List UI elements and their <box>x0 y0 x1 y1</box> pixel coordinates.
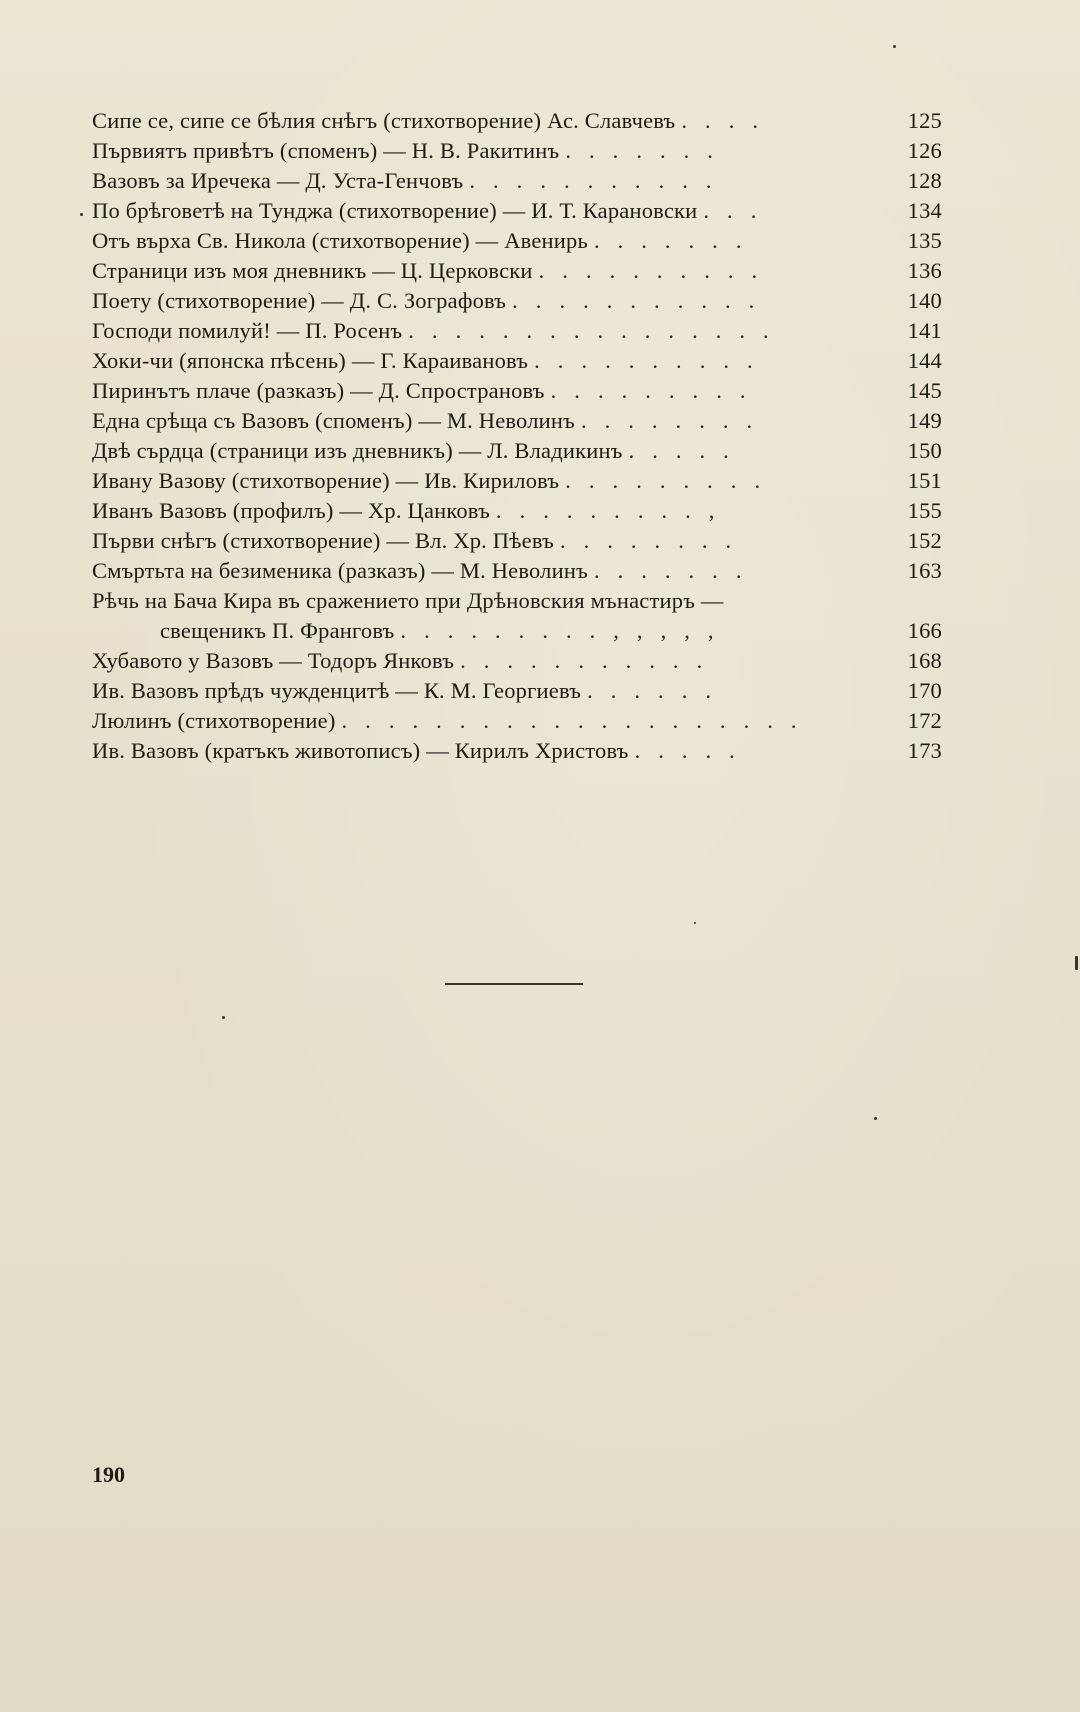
toc-entry <box>92 676 942 706</box>
toc-entry-leader: . . . . . . . . . . <box>538 258 764 283</box>
toc-entry-title: Пиринътъ плаче (разказъ) — Д. Спространовъ <box>92 378 545 403</box>
paper-speck <box>80 213 83 216</box>
toc-entry <box>92 166 942 196</box>
paper-speck <box>222 1016 225 1019</box>
toc-entry-title: Рѣчь на Бача Кира въ сражението при Дрѣновския мънастиръ — <box>92 588 724 613</box>
toc-entry <box>92 376 942 406</box>
toc-entry <box>92 646 942 676</box>
toc-entry-title: Ивану Вазову (стихотворение) — Ив. Кириловъ <box>92 468 560 493</box>
toc-entry <box>92 256 942 286</box>
toc-entry-page: 173 <box>907 738 942 763</box>
paper-speck <box>874 1117 877 1120</box>
toc-entry-leader: . . . . . . . . . , <box>495 498 721 523</box>
toc-entry-page: 170 <box>907 678 942 703</box>
toc-entry-leader: . . . . . . . . . . . . . . . . <box>408 318 775 343</box>
toc-entry-title: свещеникъ П. Франговъ <box>160 618 395 643</box>
toc-entry-page: 145 <box>907 378 942 403</box>
toc-entry-page: 136 <box>907 258 942 283</box>
toc-entry <box>92 736 942 766</box>
toc-entry-page: 134 <box>907 198 942 223</box>
toc-entry-leader: . . . . . . . . . , , , , , <box>400 618 720 643</box>
toc-entry-title: Господи помилуй! — П. Росенъ <box>92 318 403 343</box>
toc-entry-title: Хубавото у Вазовъ — Тодоръ Янковъ <box>92 648 455 673</box>
toc-entry-title: Първиятъ привѣтъ (споменъ) — Н. В. Ракитинъ <box>92 138 560 163</box>
toc-entry-page: 140 <box>907 288 942 313</box>
toc-entry-leader: . . . . . <box>628 438 736 463</box>
toc-entry <box>92 406 942 436</box>
toc-entry-long-line1 <box>92 586 942 616</box>
toc-entry-page: 151 <box>907 468 942 493</box>
section-divider-rule <box>445 983 583 985</box>
toc-entry-title: Поету (стихотворение) — Д. С. Зографовъ <box>92 288 507 313</box>
toc-entry-page: 152 <box>907 528 942 553</box>
toc-entry-title: Сипе се, сипе се бѣлия снѣгъ (стихотворение) Ас. Славчевъ <box>92 108 676 133</box>
toc-entry-leader: . . . . . . . . . . . <box>469 168 718 193</box>
toc-entry <box>92 226 942 256</box>
toc-entry-title: Люлинъ (стихотворение) <box>92 708 336 733</box>
toc-entry-title: Двѣ сърдца (страници изъ дневникъ) — Л. Владикинъ <box>92 438 623 463</box>
toc-entry <box>92 706 942 736</box>
toc-entry-page: 125 <box>907 108 942 133</box>
paper-speck <box>1075 956 1078 970</box>
toc-entry-title: Една срѣща съ Вазовъ (споменъ) — М. Неволинъ <box>92 408 575 433</box>
toc-entry-title: Хоки-чи (японска пѣсень) — Г. Караивановъ <box>92 348 529 373</box>
toc-entry-leader: . . . . . . . <box>593 558 748 583</box>
toc-entry <box>92 286 942 316</box>
toc-entry-page: 166 <box>907 618 942 643</box>
toc-entry-page: 155 <box>907 498 942 523</box>
toc-entry-title: По брѣговетѣ на Тунджа (стихотворение) — И. Т. Карановски <box>92 198 698 223</box>
toc-entry-leader: . . . . . . . . . . . <box>512 288 761 313</box>
toc-entry-leader: . . . . . . . <box>593 228 748 253</box>
toc-entry-leader: . . . . . <box>634 738 741 763</box>
toc-entry-title: Иванъ Вазовъ (профилъ) — Хр. Цанковъ <box>92 498 490 523</box>
toc-entry-page: 141 <box>907 318 942 343</box>
toc-entry-page: 144 <box>907 348 942 373</box>
toc-entry-leader: . . . . . . . . <box>580 408 759 433</box>
toc-entry-title: Смъртьта на безименика (разказъ) — М. Неволинъ <box>92 558 588 583</box>
table-of-contents <box>92 106 942 766</box>
toc-entry-leader: . . . . . . . . . . . <box>460 648 709 673</box>
paper-speck <box>893 45 896 48</box>
toc-entry <box>92 496 942 526</box>
toc-entry-title: Вазовъ за Иречека — Д. Уста-Генчовъ <box>92 168 464 193</box>
toc-entry-title: Първи снѣгъ (стихотворение) — Вл. Хр. Пѣевъ <box>92 528 554 553</box>
toc-entry <box>92 556 942 586</box>
toc-entry-leader: . . . . . . . . . <box>565 468 767 493</box>
toc-entry <box>92 196 942 226</box>
toc-entry <box>92 466 942 496</box>
toc-entry-title: Страници изъ моя дневникъ — Ц. Церковски <box>92 258 533 283</box>
toc-entry-page: 168 <box>907 648 942 673</box>
toc-entry-page: 135 <box>907 228 942 253</box>
toc-entry <box>92 106 942 136</box>
toc-entry <box>92 136 942 166</box>
toc-entry-leader: . . . . . . . . . . . . . . . . . . . . <box>341 708 803 733</box>
toc-entry-long-line2 <box>92 616 942 646</box>
toc-entry <box>92 526 942 556</box>
toc-entry-leader: . . . . . . . . . <box>550 378 752 403</box>
toc-entry-leader: . . . . . . . . . . <box>534 348 759 373</box>
toc-entry-title: Ив. Вазовъ (кратъкъ животописъ) — Кирилъ Христовъ <box>92 738 629 763</box>
toc-entry-page: 150 <box>907 438 942 463</box>
toc-entry-leader: . . . . <box>681 108 765 133</box>
toc-entry-leader: . . . <box>703 198 763 223</box>
page-number: 190 <box>92 1462 125 1487</box>
paper-speck <box>694 922 696 924</box>
toc-entry-page: 126 <box>907 138 942 163</box>
toc-entry-title: Отъ върха Св. Никола (стихотворение) — Авенирь <box>92 228 588 253</box>
toc-entry-leader: . . . . . . . . <box>559 528 738 553</box>
toc-entry-title: Ив. Вазовъ прѣдъ чужденцитѣ — К. М. Георгиевъ <box>92 678 582 703</box>
toc-entry <box>92 436 942 466</box>
toc-entry-leader: . . . . . . . <box>565 138 720 163</box>
toc-entry-leader: . . . . . . <box>587 678 718 703</box>
toc-entry-page: 149 <box>907 408 942 433</box>
toc-entry-page: 128 <box>907 168 942 193</box>
toc-entry <box>92 346 942 376</box>
toc-entry-page: 163 <box>907 558 942 583</box>
toc-entry-page: 172 <box>907 708 942 733</box>
toc-entry <box>92 316 942 346</box>
